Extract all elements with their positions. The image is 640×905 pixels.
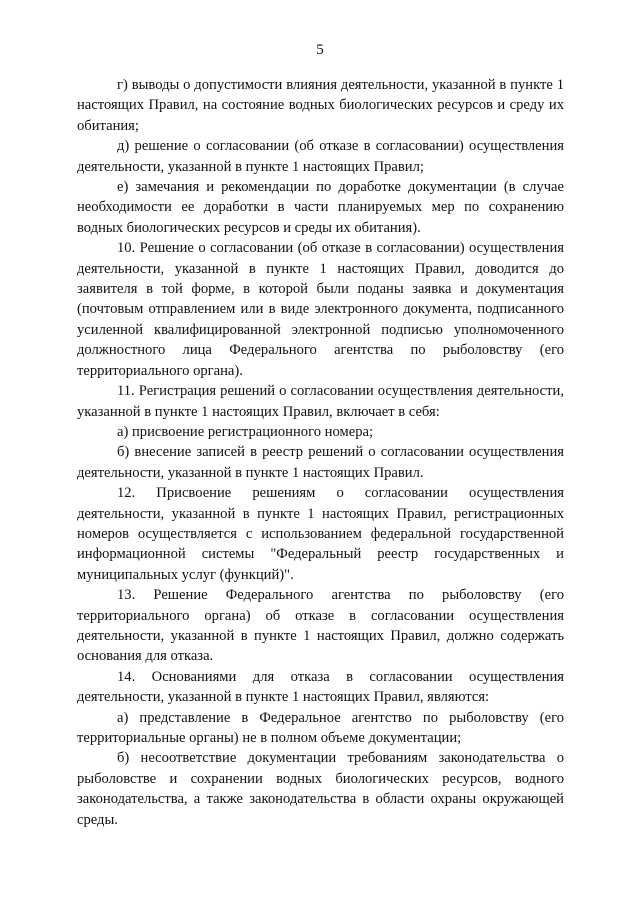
paragraph-10-decision-delivery: 10. Решение о согласовании (об отказе в согласовании) осуществления деятельности, указанной в пункте 1 настоящих Правил, доводится до заявителя в той форме, в которой были поданы заявка и документация (почтовым отправлением или в виде электронного документа, подписанного усиленной квалифицированной электронной подписью уполномоченного должностного лица Федерального агентства по рыболовству (его территориального органа). bbox=[77, 240, 564, 379]
paragraph-12-number-assignment: 12. Присвоение решениям о согласовании осуществления деятельности, указанной в пункте 1 настоящих Правил, регистрационных номеров осуществляется с использованием федеральной государственной информационной системы "Федеральный реестр государственных и муниципальных услуг (функций)". bbox=[77, 485, 564, 583]
paragraph-14-refusal-grounds: 14. Основаниями для отказа в согласовании осуществления деятельности, указанной в пункте 1 настоящих Правил, являются: bbox=[77, 668, 564, 706]
paragraph-e-remarks: е) замечания и рекомендации по доработке документации (в случае необходимости ее доработки в части планируемых мер по сохранению водных биологических ресурсов и среды их обитания). bbox=[77, 179, 564, 236]
paragraph-d-decision: д) решение о согласовании (об отказе в согласовании) осуществления деятельности, указанной в пункте 1 настоящих Правил; bbox=[77, 138, 564, 175]
paragraph-14b-noncompliance: б) несоответствие документации требованиям законодательства о рыболовстве и сохранении водных биологических ресурсов, водного законодательства, а также законодательства в области охраны окружающей среды. bbox=[77, 750, 564, 828]
paragraph-11-registration: 11. Регистрация решений о согласовании осуществления деятельности, указанной в пункте 1 настоящих Правил, включает в себя: bbox=[77, 383, 564, 420]
document-body bbox=[77, 75, 564, 830]
paragraph-14a-incomplete-docs: а) представление в Федеральное агентство по рыболовству (его территориальные органы) не в полном объеме документации; bbox=[77, 709, 564, 746]
paragraph-11b-registry-entries: б) внесение записей в реестр решений о согласовании осуществления деятельности, указанной в пункте 1 настоящих Правил. bbox=[77, 444, 564, 481]
paragraph-13-refusal-decision: 13. Решение Федерального агентства по рыболовству (его территориального органа) об отказе в согласовании осуществления деятельности, указанной в пункте 1 настоящих Правил, должно содержать основания для отказа. bbox=[77, 587, 564, 665]
paragraph-g-conclusions: г) выводы о допустимости влияния деятельности, указанной в пункте 1 настоящих Правил, на состояние водных биологических ресурсов и среду их обитания; bbox=[77, 77, 564, 134]
page-number: 5 bbox=[316, 42, 324, 58]
paragraph-11a-number-assignment: а) присвоение регистрационного номера; bbox=[117, 423, 374, 440]
